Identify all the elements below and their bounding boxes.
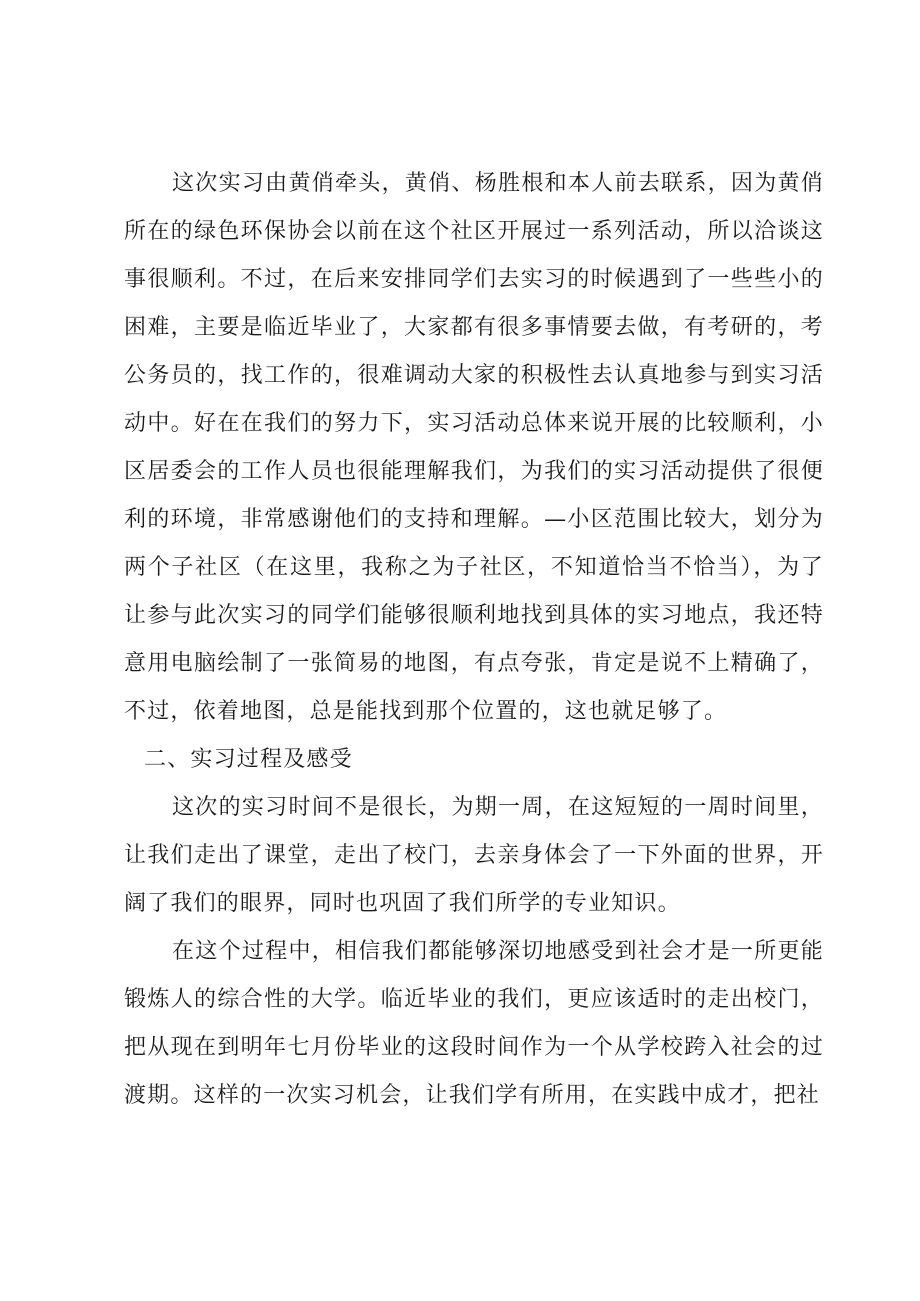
paragraph-internship-arrangement: 这次实习由黄俏牵头，黄俏、杨胜根和本人前去联系，因为黄俏所在的绿色环保协会以前在这个社区开展过一系列活动，所以洽谈这事很顺利。不过，在后来安排同学们去实习的时候遇到了一些些小的困难，主要是临近毕业了，大家都有很多事情要去做，有考研的，考公务员的，找工作的，很难调动大家的积极性去认真地参与到实习活动中。好在在我们的努力下，实习活动总体来说开展的比较顺利，小区居委会的工作人员也很能理解我们，为我们的实习活动提供了很便利的环境，非常感谢他们的支持和理解。—小区范围比较大，划分为两个子社区（在这里，我称之为子社区，不知道恰当不恰当），为了让参与此次实习的同学们能够很顺利地找到具体的实习地点，我还特意用电脑绘制了一张简易的地图，有点夸张，肯定是说不上精确了，不过，依着地图，总是能找到那个位置的，这也就足够了。 [124,171,824,724]
section-heading-process: 二、实习过程及感受 [144,747,353,772]
paragraph-internship-duration: 这次的实习时间不是很长，为期一周，在这短短的一周时间里，让我们走出了课堂，走出了校门，去亲身体会了一下外面的世界，开阔了我们的眼界，同时也巩固了我们所学的专业知识。 [124,795,824,916]
paragraph-internship-reflection: 在这个过程中，相信我们都能够深切地感受到社会才是一所更能锻炼人的综合性的大学。临近毕业的我们，更应该适时的走出校门，把从现在到明年七月份毕业的这段时间作为一个从学校跨入社会的过渡期。这样的一次实习机会，让我们学有所用，在实践中成才，把社 [124,939,824,1108]
document-body [124,160,824,1120]
